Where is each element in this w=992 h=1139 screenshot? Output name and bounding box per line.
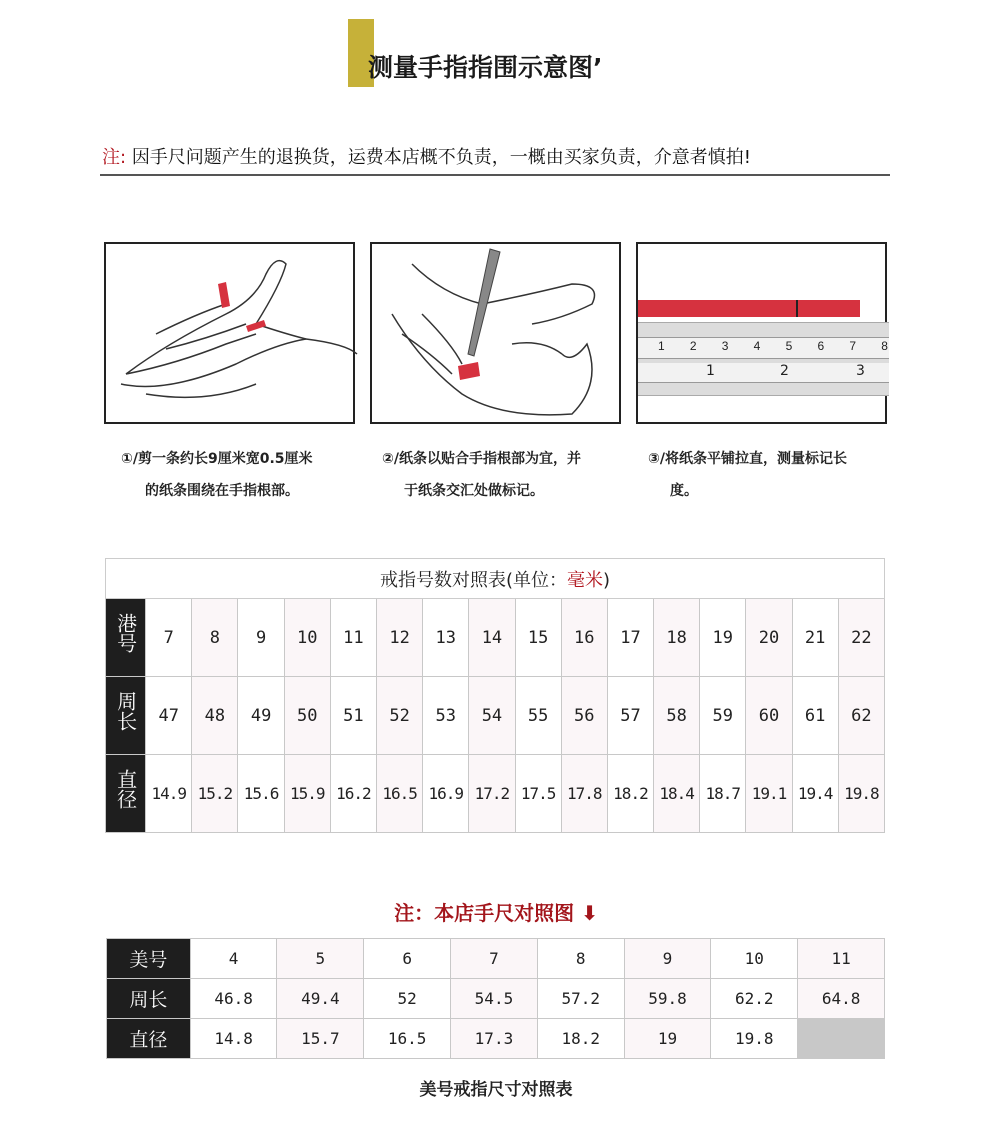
notice-label: 注: (102, 147, 127, 168)
hk-table.diameter-cell: 15.6 (238, 755, 284, 833)
hk-table.diameter-cell: 19.4 (792, 755, 838, 833)
hk-table.circumference-cell: 49 (238, 677, 284, 755)
us-table.circumference-cell: 62.2 (711, 979, 798, 1019)
us-table.diameter-cell: 17.3 (451, 1019, 538, 1059)
hk-table.sizes-cell: 21 (792, 599, 838, 677)
hk-table.circumference-cell: 54 (469, 677, 515, 755)
hk-table.sizes-cell: 16 (561, 599, 607, 677)
hk-table.circumference-cell: 58 (654, 677, 700, 755)
hk-table.sizes-cell: 18 (654, 599, 700, 677)
hk-table.diameter-cell: 15.2 (192, 755, 238, 833)
us-table.sizes-cell: 6 (364, 939, 451, 979)
us-table.sizes-cell: 5 (277, 939, 364, 979)
hk-table.circumference-cell: 56 (561, 677, 607, 755)
hand-with-strip-icon (106, 244, 357, 426)
us-table.circumference-cell: 59.8 (624, 979, 711, 1019)
hk-table.circumference-cell: 51 (330, 677, 376, 755)
hand-marking-strip-icon (372, 244, 623, 426)
hk-table.sizes-cell: 10 (284, 599, 330, 677)
hk-table.sizes-cell: 9 (238, 599, 284, 677)
step3-caption: ③/将纸条平铺拉直，测量标记长 度。 (648, 451, 847, 499)
hk-table.circumference-cell: 47 (146, 677, 192, 755)
us-table.diameter-cell: 19.8 (711, 1019, 798, 1059)
row-label-us-size: 美号 (107, 939, 191, 979)
us-table.sizes-cell: 8 (537, 939, 624, 979)
row-label-circumference: 周长 (107, 979, 191, 1019)
ruler-tick: 2 (689, 339, 697, 353)
us-table.diameter-cell (798, 1019, 885, 1059)
hk-table.sizes-cell: 15 (515, 599, 561, 677)
step1-illustration (104, 242, 355, 424)
hk-table.diameter-cell: 17.2 (469, 755, 515, 833)
row-label-diameter: 直径 (106, 755, 146, 833)
us-table.diameter-cell: 14.8 (190, 1019, 277, 1059)
hk-table.sizes-cell: 11 (330, 599, 376, 677)
hk-table.circumference-cell: 48 (192, 677, 238, 755)
hk-table.sizes-cell: 13 (423, 599, 469, 677)
row-label-diameter: 直径 (107, 1019, 191, 1059)
hk-table.sizes-cell: 20 (746, 599, 792, 677)
ruler (638, 322, 889, 396)
ruler-tick: 5 (785, 339, 793, 353)
ruler-tick: 3 (856, 363, 865, 379)
divider (100, 174, 890, 176)
hk-table-title: 戒指号数对照表(单位：毫米) (106, 559, 885, 599)
step3-illustration (636, 242, 887, 424)
ruler-tick: 3 (721, 339, 729, 353)
hk-table.circumference-cell: 55 (515, 677, 561, 755)
hk-table.circumference-cell: 52 (377, 677, 423, 755)
return-notice (102, 143, 751, 169)
us-table.diameter-cell: 15.7 (277, 1019, 364, 1059)
hk-table.circumference-cell: 62 (838, 677, 884, 755)
hk-table.sizes-cell: 8 (192, 599, 238, 677)
hk-table.diameter-cell: 16.5 (377, 755, 423, 833)
ruler-tick: 7 (849, 339, 857, 353)
hk-table.circumference-cell: 57 (607, 677, 653, 755)
hk-table.diameter-cell: 16.9 (423, 755, 469, 833)
step2-illustration (370, 242, 621, 424)
us-table.sizes-cell: 10 (711, 939, 798, 979)
hk-table.diameter-cell: 17.5 (515, 755, 561, 833)
hk-table.diameter-cell: 18.2 (607, 755, 653, 833)
hk-table.circumference-cell: 60 (746, 677, 792, 755)
us-table.circumference-cell: 52 (364, 979, 451, 1019)
us-table.diameter-cell: 18.2 (537, 1019, 624, 1059)
paper-strip (638, 300, 860, 317)
ruler-tick: 1 (706, 363, 715, 379)
us-table.circumference-cell: 54.5 (451, 979, 538, 1019)
hk-table.circumference-cell: 50 (284, 677, 330, 755)
ruler-tick: 2 (780, 363, 789, 379)
hk-table.sizes-cell: 7 (146, 599, 192, 677)
hk-table.diameter-cell: 18.7 (700, 755, 746, 833)
hk-table.diameter-cell: 15.9 (284, 755, 330, 833)
hk-table.circumference-cell: 53 (423, 677, 469, 755)
us-table.sizes-cell: 11 (798, 939, 885, 979)
us-table.diameter-cell: 19 (624, 1019, 711, 1059)
us-table.diameter-cell: 16.5 (364, 1019, 451, 1059)
us-table.circumference-cell: 46.8 (190, 979, 277, 1019)
hk-table.diameter-cell: 16.2 (330, 755, 376, 833)
hk-table.circumference-cell: 61 (792, 677, 838, 755)
hk-table.sizes-cell: 14 (469, 599, 515, 677)
hk-table.sizes-cell: 22 (838, 599, 884, 677)
hk-table.diameter-cell: 14.9 (146, 755, 192, 833)
hk-table.diameter-cell: 17.8 (561, 755, 607, 833)
us-table.circumference-cell: 64.8 (798, 979, 885, 1019)
us-table-caption: 美号戒指尺寸对照表 (419, 1080, 573, 1100)
us-table.sizes-cell: 9 (624, 939, 711, 979)
strip-mark (796, 300, 798, 317)
hk-table.diameter-cell: 19.8 (838, 755, 884, 833)
notice-text: 因手尺问题产生的退换货，运费本店概不负责，一概由买家负责，介意者慎拍! (131, 147, 752, 168)
ruler-tick: 4 (753, 339, 761, 353)
ruler-tick: 6 (817, 339, 825, 353)
us-size-table (106, 938, 885, 1059)
us-table.sizes-cell: 7 (451, 939, 538, 979)
us-table.circumference-cell: 49.4 (277, 979, 364, 1019)
us-table-note: 注：本店手尺对照图 ⬇ (394, 901, 598, 925)
us-table.sizes-cell: 4 (190, 939, 277, 979)
hk-table.circumference-cell: 59 (700, 677, 746, 755)
row-label-hk-size: 港号 (106, 599, 146, 677)
hk-table.sizes-cell: 17 (607, 599, 653, 677)
ruler-tick: 1 (658, 339, 665, 353)
page-title: 测量手指指围示意图’ (368, 53, 603, 82)
hk-table.diameter-cell: 18.4 (654, 755, 700, 833)
us-table.circumference-cell: 57.2 (537, 979, 624, 1019)
step1-caption: ①/剪一条约长9厘米宽0.5厘米 的纸条围绕在手指根部。 (121, 451, 313, 499)
hk-table.sizes-cell: 19 (700, 599, 746, 677)
ruler-tick: 8 (881, 339, 888, 353)
row-label-circumference: 周长 (106, 677, 146, 755)
step2-caption: ②/纸条以贴合手指根部为宜，并 于纸条交汇处做标记。 (382, 451, 581, 499)
hk-size-table (105, 558, 885, 833)
hk-table.sizes-cell: 12 (377, 599, 423, 677)
hk-table.diameter-cell: 19.1 (746, 755, 792, 833)
